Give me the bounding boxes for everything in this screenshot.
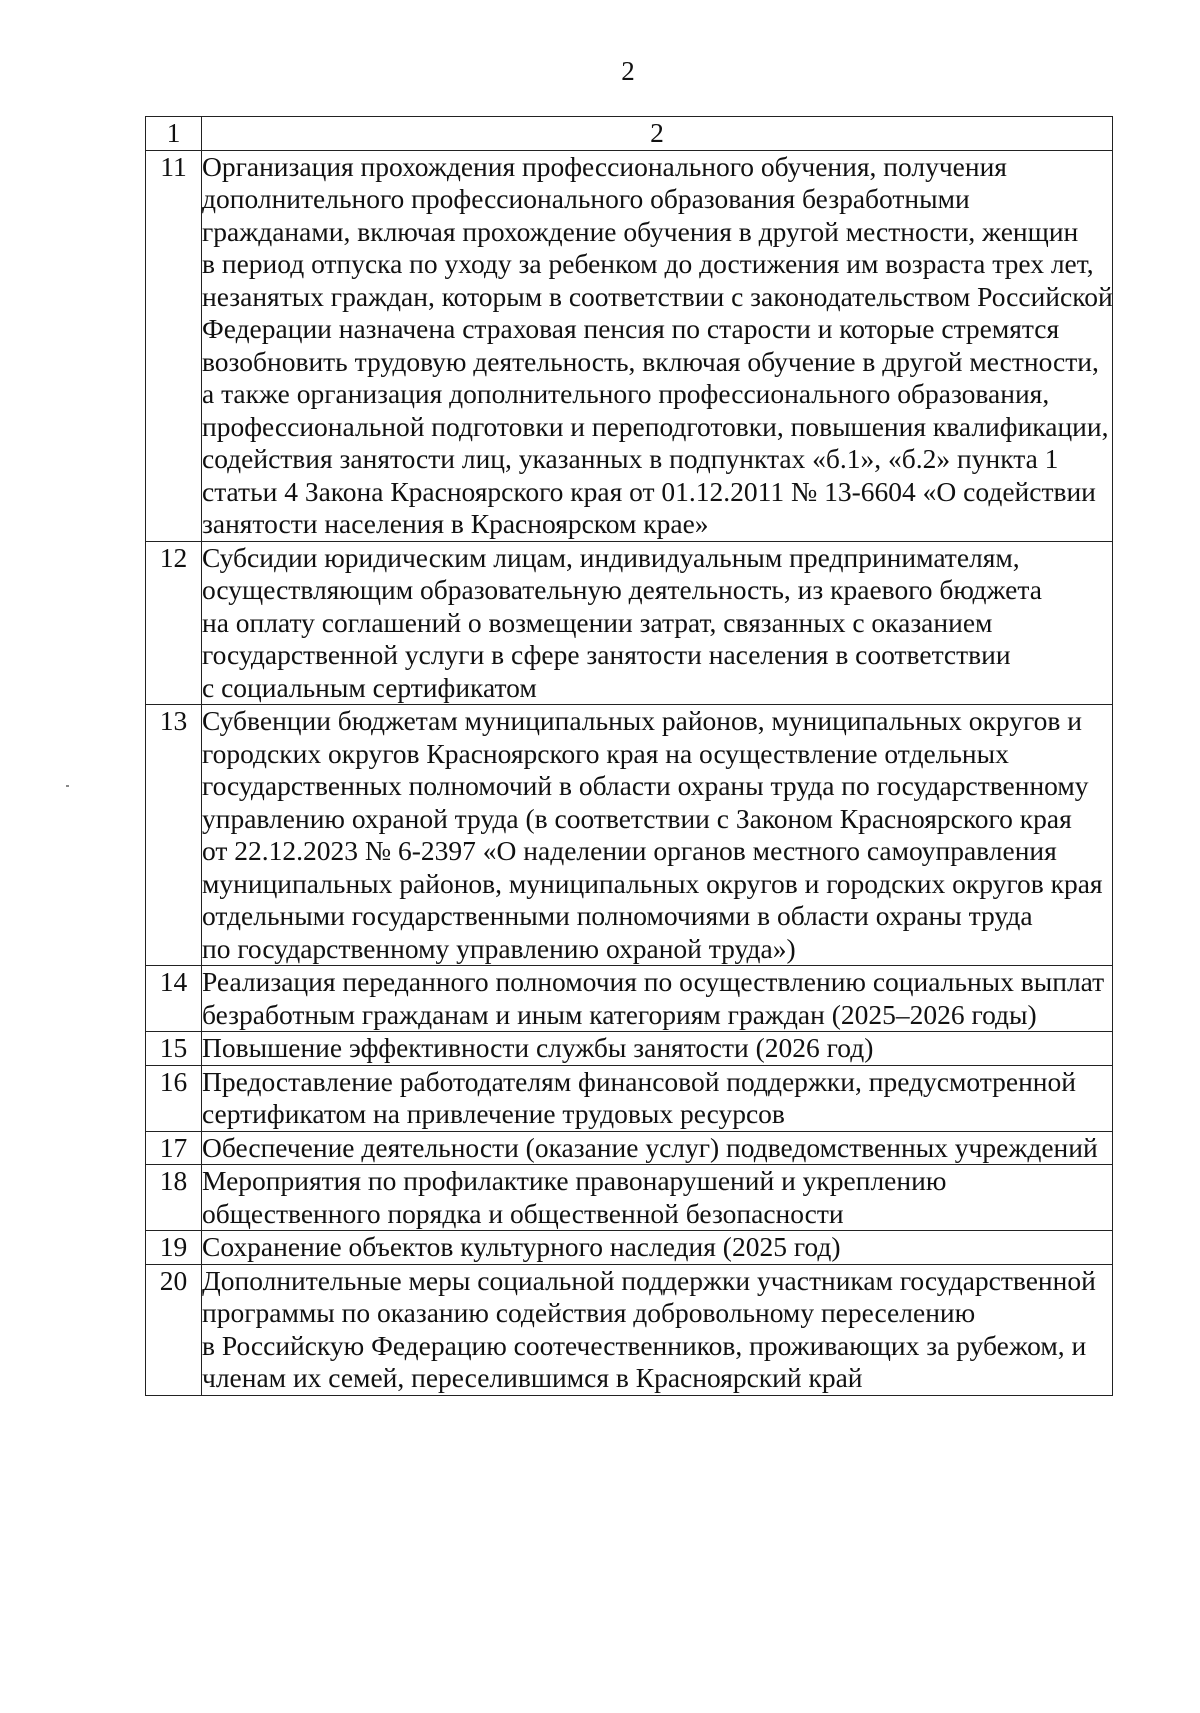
row-text-line: муниципальных районов, муниципальных округов и городских округов края xyxy=(202,867,1103,899)
row-text-cell xyxy=(202,1032,1113,1066)
row-text-line: Реализация переданного полномочия по осуществлению социальных выплат xyxy=(202,966,1105,997)
row-text-line: гражданами, включая прохождение обучения в другой местности, женщин xyxy=(202,215,1079,247)
row-text-line: незанятых граждан, которым в соответствии с законодательством Российской xyxy=(202,280,1113,312)
table-body xyxy=(146,117,1113,1396)
row-text-cell xyxy=(202,705,1113,966)
page-number: 2 xyxy=(621,56,635,86)
row-text-line: государственных полномочий в области охраны труда по государственному xyxy=(202,770,1089,801)
row-text-cell xyxy=(202,1231,1113,1265)
scan-artifact xyxy=(66,785,69,787)
measures-table xyxy=(145,116,1113,1396)
row-text-line: статьи 4 Закона Красноярского края от 01.12.2011 № 13-6604 «О содействии xyxy=(202,475,1096,507)
row-text-line: Федерации назначена страховая пенсия по старости и которые стремятся xyxy=(202,313,1060,344)
row-number-cell: 20 xyxy=(146,1264,202,1395)
row-number-cell: 13 xyxy=(146,705,202,966)
table-row xyxy=(146,1264,1113,1395)
row-text-line: Организация прохождения профессионального обучения, получения xyxy=(202,150,1007,182)
row-text-line: профессиональной подготовки и переподготовки, повышения квалификации, xyxy=(202,410,1109,442)
row-text-line: содействия занятости лиц, указанных в подпунктах «б.1», «б.2» пункта 1 xyxy=(202,443,1059,474)
row-text-line: Предоставление работодателям финансовой поддержки, предусмотренной xyxy=(202,1065,1076,1097)
row-text-line: членам их семей, переселившимся в Красноярский край xyxy=(202,1362,863,1393)
row-text-line: городских округов Красноярского края на осуществление отдельных xyxy=(202,737,1009,769)
row-text-line: а также организация дополнительного профессионального образования, xyxy=(202,378,1050,409)
row-text-line: возобновить трудовую деятельность, включая обучение в другой местности, xyxy=(202,345,1099,377)
row-text-line: программы по оказанию содействия добровольному переселению xyxy=(202,1297,976,1328)
row-text-line: управлению охраной труда (в соответствии с Законом Красноярского края xyxy=(202,802,1072,834)
row-text-line: в Российскую Федерацию соотечественников, проживающих за рубежом, и xyxy=(202,1329,1087,1361)
row-text-cell xyxy=(202,1165,1113,1231)
table-row xyxy=(146,1032,1113,1066)
table-row xyxy=(146,541,1113,705)
row-text-cell xyxy=(202,150,1113,541)
row-text-line: Сохранение объектов культурного наследия (2025 год) xyxy=(202,1231,841,1262)
row-text-cell xyxy=(202,1131,1113,1165)
row-text-line: осуществляющим образовательную деятельность, из краевого бюджета xyxy=(202,574,1042,605)
row-text-line: занятости населения в Красноярском крае» xyxy=(202,508,709,539)
row-text-cell xyxy=(202,966,1113,1032)
row-number-cell: 14 xyxy=(146,966,202,1032)
header-cell-text: 2 xyxy=(202,117,1113,151)
table-row xyxy=(146,1231,1113,1265)
table-header-row xyxy=(146,117,1113,151)
row-text-line: отдельными государственными полномочиями в области охраны труда xyxy=(202,900,1033,931)
row-number-cell: 17 xyxy=(146,1131,202,1165)
row-text-line: по государственному управлению охраной труда») xyxy=(202,932,796,964)
table-row xyxy=(146,1065,1113,1131)
row-text-line: с социальным сертификатом xyxy=(202,671,537,703)
row-text-cell xyxy=(202,541,1113,705)
row-text-line: Субвенции бюджетам муниципальных районов, муниципальных округов и xyxy=(202,705,1082,736)
row-text-line: безработным гражданам и иным категориям граждан (2025–2026 годы) xyxy=(202,998,1037,1030)
row-text-line: от 22.12.2023 № 6-2397 «О наделении органов местного самоуправления xyxy=(202,835,1057,866)
table-row xyxy=(146,150,1113,541)
row-text-line: Повышение эффективности службы занятости (2026 год) xyxy=(202,1032,874,1063)
row-text-line: Дополнительные меры социальной поддержки участникам государственной xyxy=(202,1264,1096,1296)
row-text-line: в период отпуска по уходу за ребенком до достижения им возраста трех лет, xyxy=(202,248,1094,279)
row-number-cell: 15 xyxy=(146,1032,202,1066)
row-text-line: Субсидии юридическим лицам, индивидуальным предпринимателям, xyxy=(202,541,1020,573)
table-row xyxy=(146,966,1113,1032)
row-number-cell: 19 xyxy=(146,1231,202,1265)
row-text-cell xyxy=(202,1264,1113,1395)
table-row xyxy=(146,705,1113,966)
row-text-line: на оплату соглашений о возмещении затрат, связанных с оказанием xyxy=(202,606,993,638)
row-text-line: Мероприятия по профилактике правонарушений и укреплению xyxy=(202,1165,947,1196)
row-text-line: общественного порядка и общественной безопасности xyxy=(202,1197,844,1229)
row-text-line: сертификатом на привлечение трудовых ресурсов xyxy=(202,1098,785,1129)
row-text-cell xyxy=(202,1065,1113,1131)
row-text-line: государственной услуги в сфере занятости населения в соответствии xyxy=(202,639,1011,670)
row-number-cell: 12 xyxy=(146,541,202,705)
table-row xyxy=(146,1165,1113,1231)
row-number-cell: 11 xyxy=(146,150,202,541)
row-number-cell: 18 xyxy=(146,1165,202,1231)
row-number-cell: 16 xyxy=(146,1065,202,1131)
table-row xyxy=(146,1131,1113,1165)
row-text-line: дополнительного профессионального образования безработными xyxy=(202,183,970,214)
row-text-line: Обеспечение деятельности (оказание услуг) подведомственных учреждений xyxy=(202,1131,1098,1163)
header-cell-number: 1 xyxy=(146,117,202,151)
